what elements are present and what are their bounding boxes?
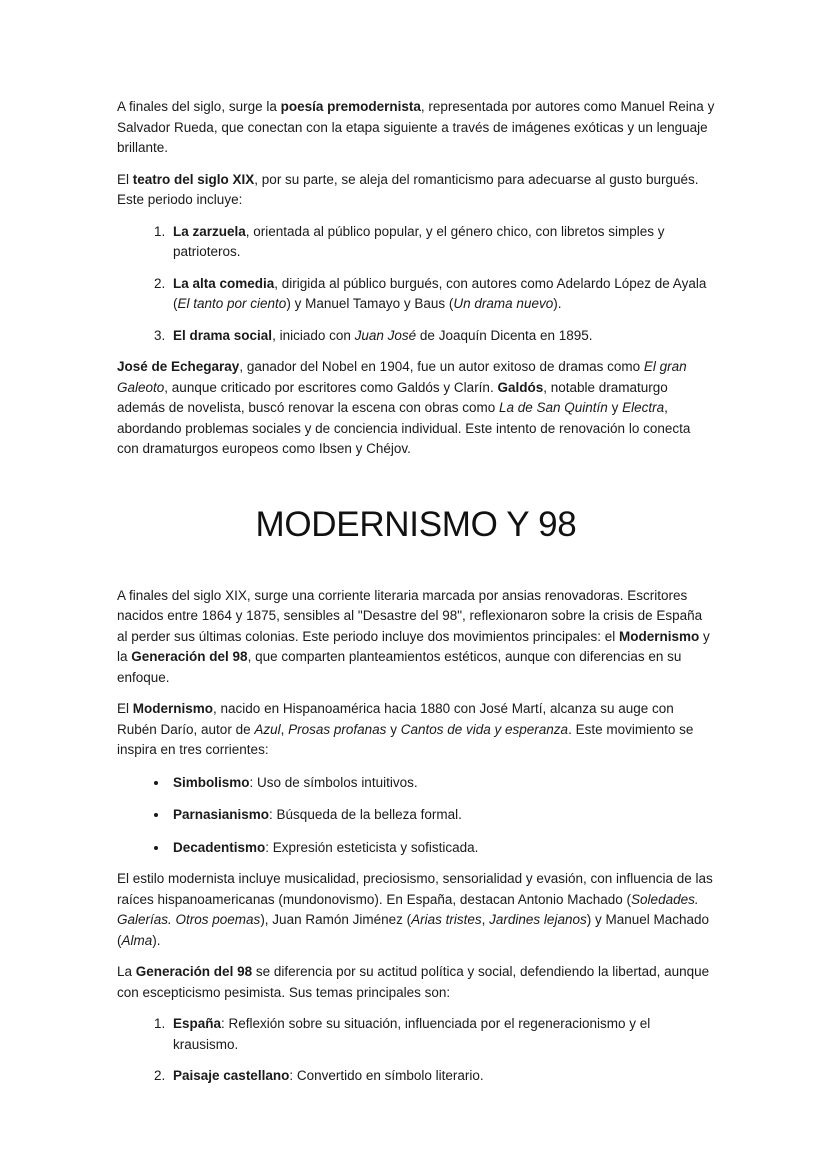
text: El estilo modernista incluye musicalidad, preciosismo, sensorialidad y evasión, con influencia de las raíces hispanoamericanas (mundonovismo). En España, destacan Antonio Machado ( (117, 871, 713, 907)
list-item (169, 1014, 715, 1055)
paragraph-teatro (117, 170, 715, 211)
section-title: MODERNISMO Y 98 (255, 504, 577, 544)
text: , ganador del Nobel en 1904, fue un autor exitoso de dramas como (239, 359, 644, 374)
text: , aunque criticado por escritores como Galdós y Clarín. (164, 379, 498, 395)
paragraph-generacion-98 (117, 962, 715, 1003)
text: , que comparten planteamientos estéticos, aunque con diferencias en su enfoque. (117, 649, 682, 685)
text: , notable dramaturgo además de novelista, buscó renovar la escena con obras como (117, 379, 668, 415)
list-item (169, 772, 715, 794)
bold-term: Parnasianismo (173, 807, 270, 822)
bold-term: La alta comedia (173, 275, 275, 291)
bold-term: Decadentismo (173, 839, 266, 855)
italic-title: Cantos de vida y esperanza (400, 721, 569, 737)
bold-term: teatro del siglo XIX (132, 171, 255, 187)
bold-term: José de Echegaray (117, 359, 240, 374)
text: A finales del siglo, surge la (117, 99, 281, 114)
italic-title: Un drama nuevo (453, 296, 554, 311)
text: , iniciado con (272, 327, 355, 343)
text: La (117, 964, 136, 979)
list-item (169, 1066, 715, 1087)
text: : Búsqueda de la belleza formal. (269, 807, 462, 822)
corrientes-list (117, 772, 715, 859)
paragraph-modernismo (117, 699, 715, 761)
text: : Expresión esteticista y sofisticada. (265, 839, 479, 855)
text: y (386, 721, 401, 737)
bold-term: El drama social (173, 327, 273, 343)
text: y la (117, 628, 710, 664)
text: El (117, 701, 133, 716)
list-item (169, 326, 715, 347)
text: ) y Manuel Machado ( (117, 912, 710, 948)
text: ). (553, 296, 562, 311)
bold-term: Generación del 98 (135, 964, 253, 979)
bold-term: Modernismo (132, 701, 214, 716)
italic-title: El tanto por ciento (177, 296, 287, 311)
document-content (117, 97, 715, 1098)
text: . Este movimiento se inspira en tres corrientes: (117, 721, 694, 757)
text: A finales del siglo XIX, surge una corriente literaria marcada por ansias renovadoras. Escritores nacidos entre 1864 y 1875, sensibles al "Desastre del 98", reflexionaron sobre la crisis de España al perder sus últimas colonias. Este periodo incluye dos movimientos principales: el (117, 587, 703, 644)
text: , (481, 912, 490, 927)
text: , por su parte, se aleja del romanticismo para adecuarse al gusto burgués. Este periodo incluye: (117, 171, 699, 207)
text: ). (152, 932, 161, 948)
paragraph-premodernista (117, 97, 715, 159)
list-item (169, 804, 715, 826)
list-item (169, 837, 715, 859)
bold-term: La zarzuela (173, 223, 246, 239)
paragraph-intro-modernismo (117, 586, 715, 689)
text: : Convertido en símbolo literario. (289, 1068, 484, 1083)
text: y (607, 400, 623, 415)
text: se diferencia por su actitud política y social, defendiendo la libertad, aunque con escepticismo pesimista. Sus temas principales son: (117, 964, 710, 1000)
italic-title: Azul (254, 721, 281, 737)
italic-title: Alma (121, 932, 153, 948)
italic-title: Arias tristes (411, 912, 482, 927)
bold-term: Paisaje castellano (173, 1068, 290, 1083)
text: de Joaquín Dicenta en 1895. (416, 327, 593, 343)
italic-title: Juan José (354, 327, 417, 343)
bold-term: poesía premodernista (280, 99, 421, 114)
italic-title: El gran Galeoto (117, 359, 687, 395)
paragraph-echegaray (117, 357, 715, 460)
temas-list (117, 1014, 715, 1087)
italic-title: Electra (622, 400, 665, 415)
italic-title: Prosas profanas (288, 721, 387, 737)
list-item (169, 274, 715, 315)
italic-title: La de San Quintín (498, 400, 608, 415)
text: , (280, 721, 289, 737)
text: , orientada al público popular, y el género chico, con libretos simples y patrioteros. (173, 223, 665, 259)
text: , nacido en Hispanoamérica hacia 1880 con José Martí, alcanza su auge con Rubén Darío, autor de (117, 701, 674, 737)
text: : Reflexión sobre su situación, influenciada por el regeneracionismo y el krausismo. (173, 1016, 651, 1052)
bold-term: Modernismo (619, 628, 700, 644)
bold-term: Simbolismo (173, 774, 250, 790)
teatro-list (117, 222, 715, 347)
text: : Uso de símbolos intuitivos. (249, 774, 418, 790)
text: , abordando problemas sociales y de conciencia individual. Este intento de renovación lo conecta con dramaturgos europeos como Ibsen y Chéjov. (117, 400, 691, 456)
bold-term: Generación del 98 (131, 649, 248, 664)
text: ) y Manuel Tamayo y Baus ( (286, 296, 454, 311)
text: El (117, 171, 133, 187)
bold-term: Galdós (497, 379, 544, 395)
list-item (169, 222, 715, 263)
text: , representada por autores como Manuel Reina y Salvador Rueda, que conectan con la etapa siguiente a través de imágenes exóticas y un lenguaje brillante. (117, 99, 715, 155)
bold-term: España (173, 1016, 222, 1031)
italic-title: Jardines lejanos (489, 912, 587, 927)
italic-title: Soledades. Galerías. Otros poemas (117, 891, 699, 927)
paragraph-estilo-modernista (117, 869, 715, 951)
text: , dirigida al público burgués, con autores como Adelardo López de Ayala ( (173, 275, 707, 311)
text: ), Juan Ramón Jiménez ( (260, 912, 412, 927)
